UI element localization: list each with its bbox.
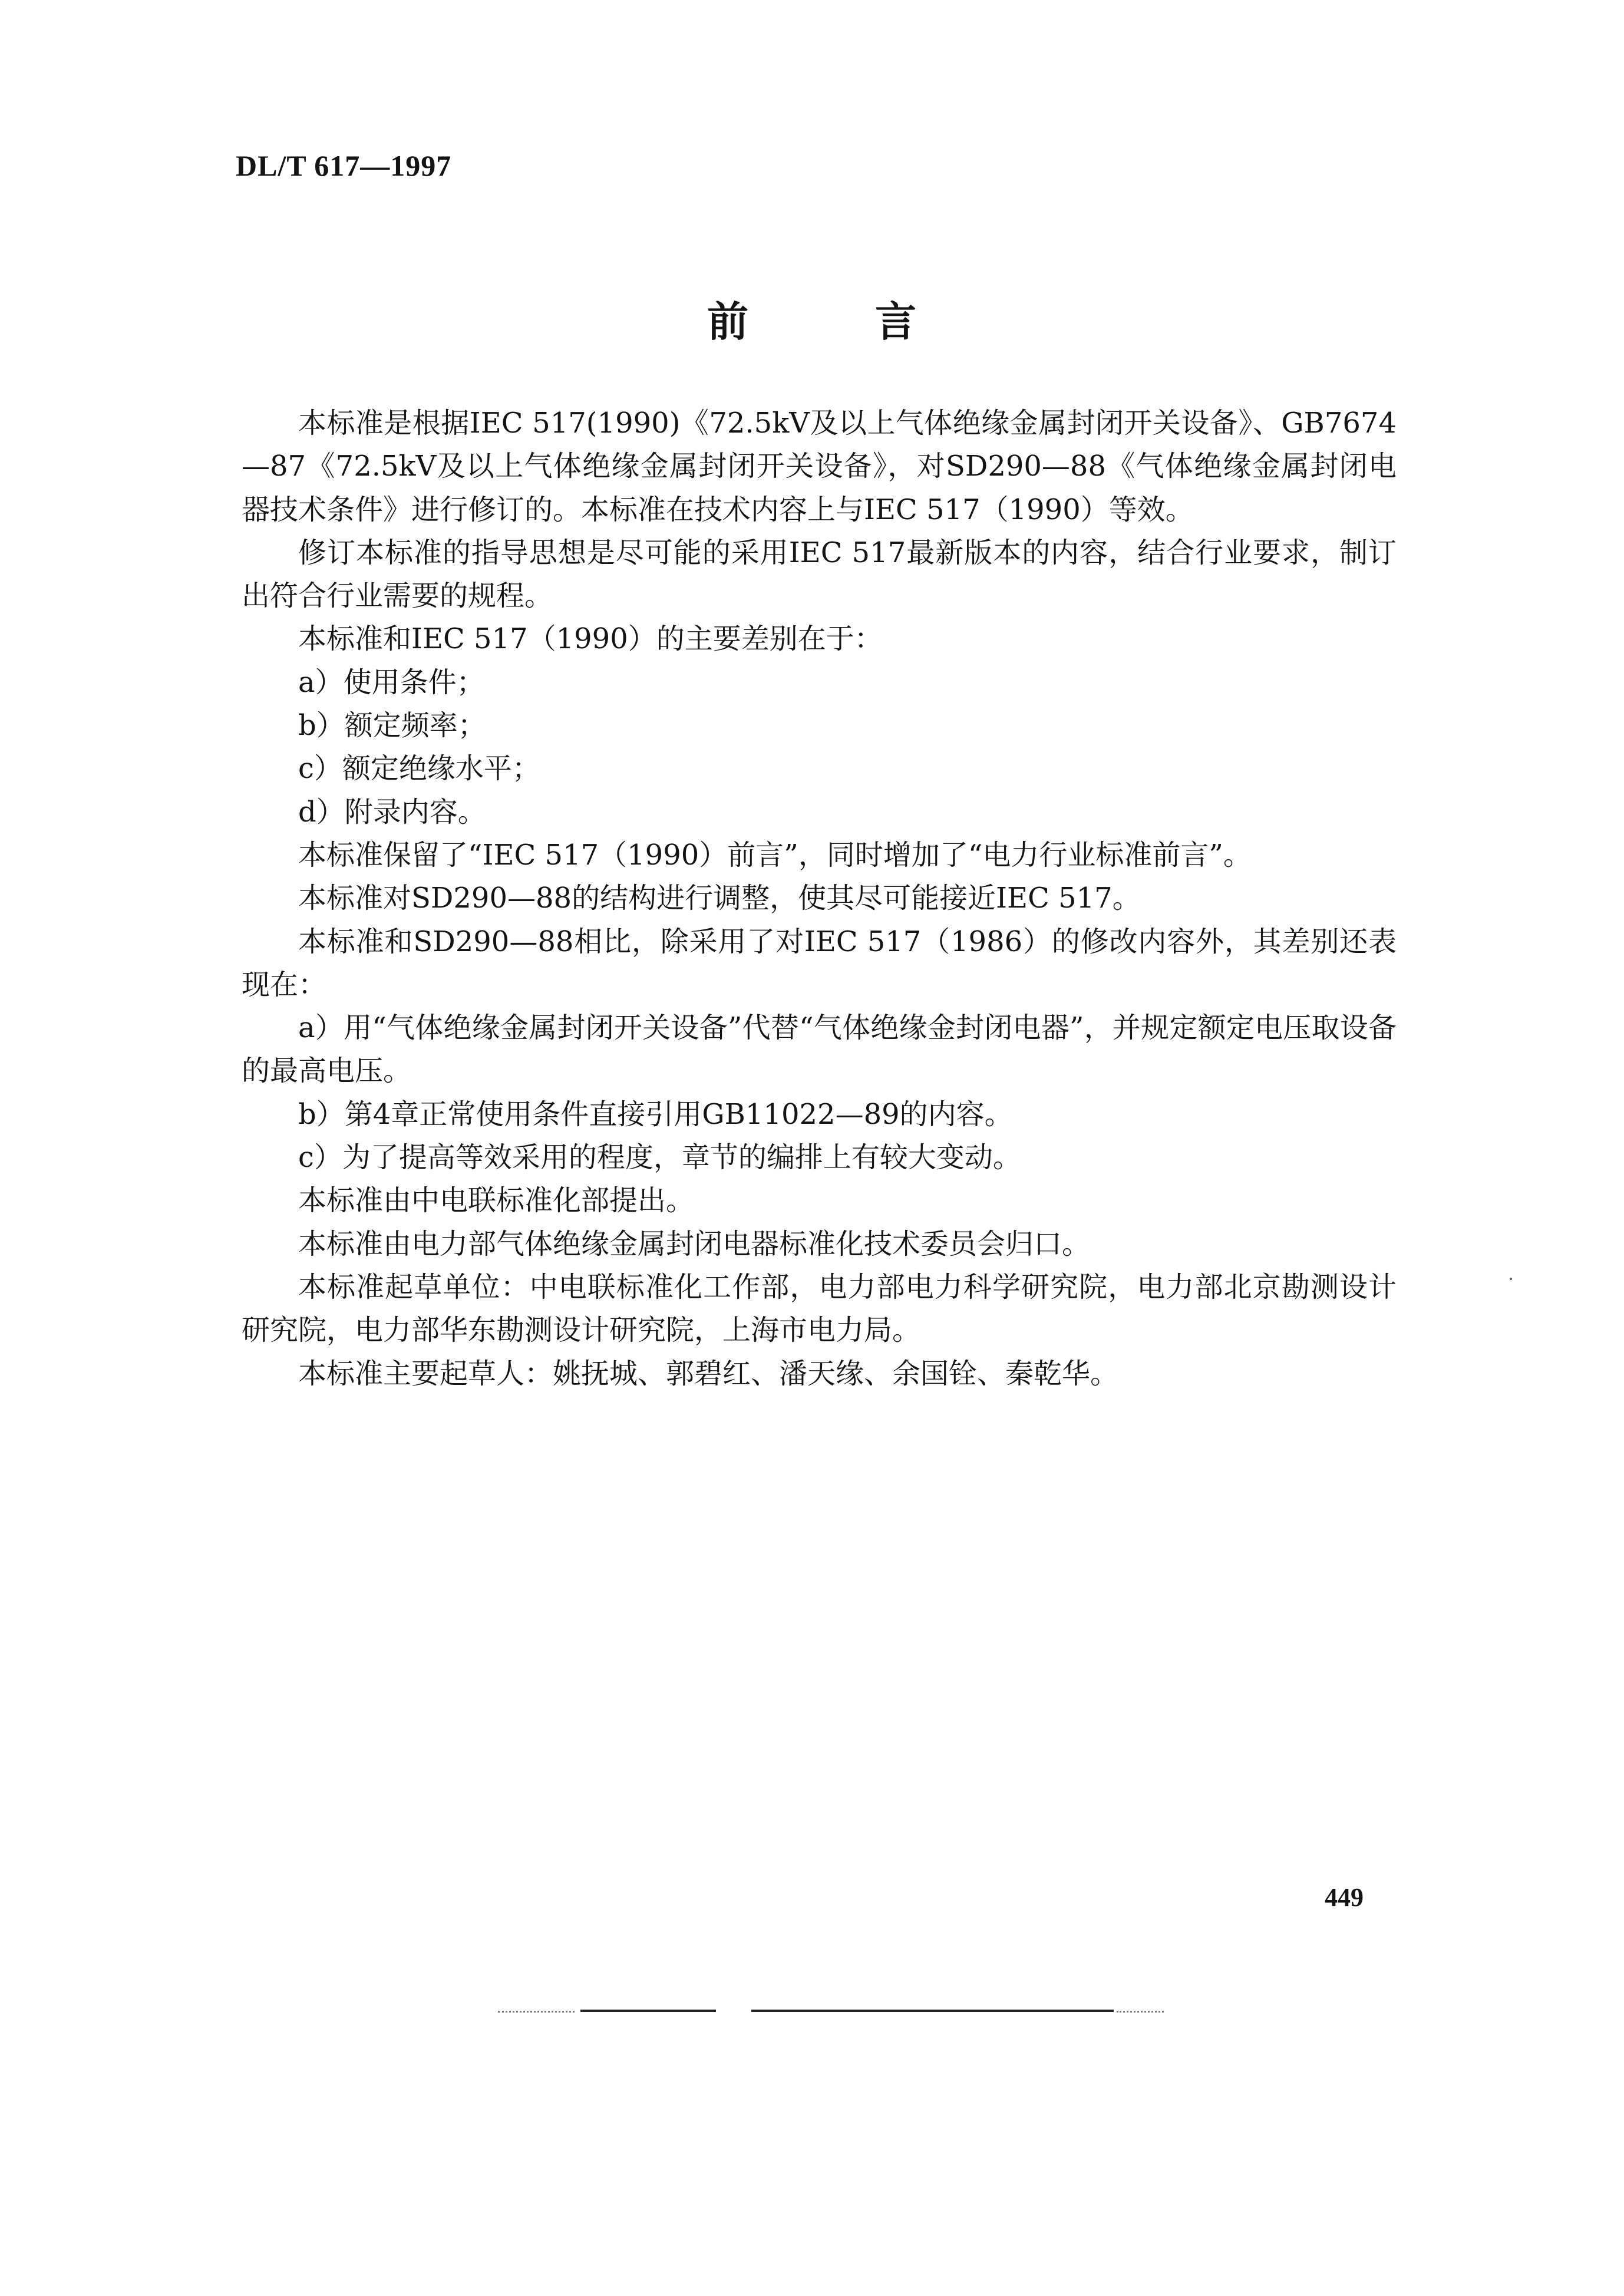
list-item: b）额定频率； — [298, 709, 486, 743]
paragraph: 本标准保留了“IEC 517（1990）前言”，同时增加了“电力行业标准前言”。 — [298, 838, 1252, 872]
paragraph: 本标准和SD290—88相比，除采用了对IEC 517（1986）的修改内容外，其差别还表现在： — [242, 925, 1397, 1001]
paragraph: 本标准是根据IEC 517(1990)《72.5kV及以上气体绝缘金属封闭开关设备》、GB7674—87《72.5kV及以上气体绝缘金属封闭开关设备》，对SD290—88《气体绝缘金属封闭电器技术条件》进行修订的。本标准在技术内容上与IEC 517（1990）等效。 — [242, 407, 1397, 526]
paragraph: 本标准主要起草人：姚抚城、郭碧红、潘天缘、余国铨、秦乾华。 — [298, 1357, 1119, 1390]
list-item: a）使用条件； — [298, 665, 485, 699]
list-item: d）附录内容。 — [298, 795, 486, 829]
scan-artifact-dots — [498, 2011, 575, 2013]
scan-artifact-line — [580, 2010, 716, 2012]
scan-artifact-line — [751, 2010, 1114, 2012]
document-code: DL/T 617—1997 — [236, 149, 452, 182]
paragraph: 本标准和IEC 517（1990）的主要差别在于： — [298, 622, 883, 656]
list-item: c）为了提高等效采用的程度，章节的编排上有较大变动。 — [298, 1141, 1021, 1175]
list-item: c）额定绝缘水平； — [298, 752, 540, 786]
scan-speck — [1510, 1278, 1512, 1280]
list-item: b）第4章正常使用条件直接引用GB11022—89的内容。 — [298, 1097, 1013, 1131]
paragraph: 本标准对SD290—88的结构进行调整，使其尽可能接近IEC 517。 — [298, 882, 1141, 915]
paragraph: 本标准起草单位：中电联标准化工作部，电力部电力科学研究院，电力部北京勘测设计研究院，电力部华东勘测设计研究院，上海市电力局。 — [242, 1270, 1397, 1347]
paragraph: 本标准由中电联标准化部提出。 — [298, 1184, 695, 1218]
paragraph: 本标准由电力部气体绝缘金属封闭电器标准化技术委员会归口。 — [298, 1227, 1091, 1261]
paragraph: 修订本标准的指导思想是尽可能的采用IEC 517最新版本的内容，结合行业要求，制订出符合行业需要的规程。 — [242, 536, 1397, 613]
scan-artifact-dots — [1117, 2011, 1164, 2013]
foreword-body — [242, 402, 1397, 1396]
page-title: 前言 — [707, 298, 1043, 346]
page-number: 449 — [1325, 1883, 1364, 1912]
list-item: a）用“气体绝缘金属封闭开关设备”代替“气体绝缘金封闭电器”，并规定额定电压取设备的最高电压。 — [242, 1011, 1397, 1088]
